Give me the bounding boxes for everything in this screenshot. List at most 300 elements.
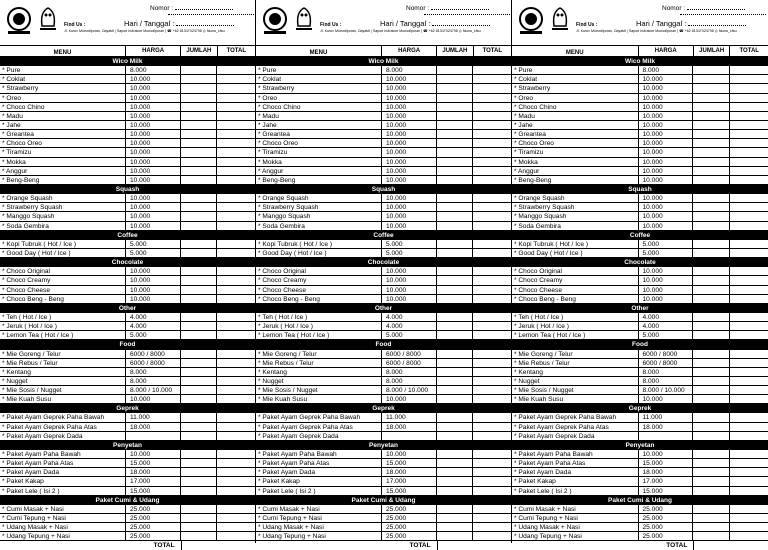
quantity-cell[interactable] (437, 112, 474, 120)
total-cell[interactable] (730, 276, 768, 284)
quantity-cell[interactable] (693, 167, 730, 175)
quantity-cell[interactable] (437, 514, 474, 522)
total-cell[interactable] (730, 468, 768, 476)
total-cell[interactable] (217, 103, 255, 111)
quantity-cell[interactable] (437, 84, 474, 92)
total-cell[interactable] (730, 413, 768, 421)
quantity-cell[interactable] (181, 276, 218, 284)
quantity-cell[interactable] (181, 103, 218, 111)
menu-item-price: 6000 / 8000 (382, 359, 437, 367)
total-cell[interactable] (473, 194, 511, 202)
total-cell[interactable] (730, 148, 768, 156)
total-cell[interactable] (730, 432, 768, 440)
total-cell[interactable] (473, 75, 511, 83)
quantity-cell[interactable] (437, 523, 474, 531)
total-cell[interactable] (473, 487, 511, 495)
quantity-cell[interactable] (181, 523, 218, 531)
quantity-cell[interactable] (693, 94, 730, 102)
total-cell[interactable] (473, 450, 511, 458)
quantity-cell[interactable] (181, 313, 218, 321)
quantity-cell[interactable] (437, 222, 474, 230)
total-cell[interactable] (473, 368, 511, 376)
quantity-cell[interactable] (693, 148, 730, 156)
quantity-cell[interactable] (437, 194, 474, 202)
quantity-cell[interactable] (437, 331, 474, 339)
quantity-cell[interactable] (437, 505, 474, 513)
total-cell[interactable] (730, 240, 768, 248)
menu-item-price: 15.000 (639, 459, 694, 467)
total-cell[interactable] (217, 331, 255, 339)
quantity-cell[interactable] (693, 194, 730, 202)
total-cell[interactable] (217, 368, 255, 376)
total-cell[interactable] (217, 148, 255, 156)
quantity-cell[interactable] (693, 468, 730, 476)
quantity-cell[interactable] (181, 249, 218, 257)
total-cell[interactable] (730, 487, 768, 495)
quantity-cell[interactable] (437, 377, 474, 385)
menu-item-row (512, 477, 768, 486)
total-cell[interactable] (730, 249, 768, 257)
quantity-cell[interactable] (693, 423, 730, 431)
quantity-cell[interactable] (693, 377, 730, 385)
quantity-cell[interactable] (437, 368, 474, 376)
menu-item-name: * Kentang (512, 368, 639, 376)
total-cell[interactable] (473, 432, 511, 440)
quantity-cell[interactable] (693, 203, 730, 211)
quantity-cell[interactable] (693, 395, 730, 403)
total-cell[interactable] (217, 377, 255, 385)
menu-item-price: 4.000 (382, 313, 437, 321)
quantity-cell[interactable] (693, 121, 730, 129)
quantity-cell[interactable] (437, 286, 474, 294)
total-cell[interactable] (473, 377, 511, 385)
quantity-cell[interactable] (693, 176, 730, 184)
quantity-cell[interactable] (181, 487, 218, 495)
quantity-cell[interactable] (437, 267, 474, 275)
total-cell[interactable] (730, 295, 768, 303)
total-cell[interactable] (217, 450, 255, 458)
total-cell[interactable] (730, 331, 768, 339)
total-cell[interactable] (473, 167, 511, 175)
quantity-cell[interactable] (181, 322, 218, 330)
total-cell[interactable] (473, 313, 511, 321)
total-cell[interactable] (730, 313, 768, 321)
quantity-cell[interactable] (181, 66, 218, 74)
total-cell[interactable] (730, 94, 768, 102)
total-cell[interactable] (730, 350, 768, 358)
quantity-cell[interactable] (693, 313, 730, 321)
total-cell[interactable] (730, 532, 768, 540)
total-cell[interactable] (473, 267, 511, 275)
quantity-cell[interactable] (181, 413, 218, 421)
total-cell[interactable] (473, 148, 511, 156)
quantity-cell[interactable] (437, 295, 474, 303)
menu-item-name: * Cumi Masak + Nasi (0, 505, 126, 513)
total-cell[interactable] (217, 194, 255, 202)
quantity-cell[interactable] (693, 249, 730, 257)
total-cell[interactable] (473, 84, 511, 92)
total-cell[interactable] (473, 423, 511, 431)
total-cell[interactable] (730, 514, 768, 522)
total-cell[interactable] (473, 139, 511, 147)
quantity-cell[interactable] (437, 350, 474, 358)
quantity-cell[interactable] (181, 350, 218, 358)
total-cell[interactable] (217, 139, 255, 147)
total-cell[interactable] (217, 222, 255, 230)
menu-item-price: 8.000 (382, 368, 437, 376)
total-cell[interactable] (730, 286, 768, 294)
quantity-cell[interactable] (437, 203, 474, 211)
quantity-cell[interactable] (437, 240, 474, 248)
menu-item-name: * Udang Masak + Nasi (0, 523, 126, 531)
total-cell[interactable] (473, 276, 511, 284)
quantity-cell[interactable] (437, 249, 474, 257)
total-cell[interactable] (730, 377, 768, 385)
total-cell[interactable] (473, 505, 511, 513)
quantity-cell[interactable] (181, 468, 218, 476)
total-cell[interactable] (473, 331, 511, 339)
menu-item-price: 10.000 (126, 276, 181, 284)
total-cell[interactable] (217, 158, 255, 166)
total-cell[interactable] (473, 94, 511, 102)
quantity-cell[interactable] (693, 212, 730, 220)
quantity-cell[interactable] (437, 487, 474, 495)
quantity-cell[interactable] (437, 94, 474, 102)
quantity-cell[interactable] (693, 240, 730, 248)
total-cell[interactable] (217, 322, 255, 330)
nomor-field[interactable] (662, 3, 745, 12)
quantity-cell[interactable] (437, 103, 474, 111)
total-cell[interactable] (730, 176, 768, 184)
quantity-cell[interactable] (693, 139, 730, 147)
total-cell[interactable] (217, 66, 255, 74)
quantity-cell[interactable] (693, 286, 730, 294)
total-cell[interactable] (217, 459, 255, 467)
quantity-cell[interactable] (437, 66, 474, 74)
total-cell[interactable] (473, 386, 511, 394)
date-field[interactable] (380, 19, 490, 28)
total-cell[interactable] (473, 514, 511, 522)
total-cell[interactable] (473, 240, 511, 248)
quantity-cell[interactable] (437, 121, 474, 129)
total-cell[interactable] (730, 222, 768, 230)
quantity-cell[interactable] (693, 432, 730, 440)
total-cell[interactable] (217, 212, 255, 220)
dotted-line (424, 14, 510, 15)
total-cell[interactable] (473, 523, 511, 531)
total-cell[interactable] (473, 532, 511, 540)
total-cell[interactable] (217, 94, 255, 102)
total-cell[interactable] (473, 413, 511, 421)
total-cell[interactable] (217, 240, 255, 248)
total-cell[interactable] (473, 350, 511, 358)
quantity-cell[interactable] (437, 386, 474, 394)
quantity-cell[interactable] (181, 194, 218, 202)
total-cell[interactable] (473, 121, 511, 129)
quantity-cell[interactable] (693, 505, 730, 513)
total-cell[interactable] (473, 130, 511, 138)
quantity-cell[interactable] (181, 331, 218, 339)
quantity-cell[interactable] (437, 148, 474, 156)
quantity-cell[interactable] (437, 532, 474, 540)
quantity-cell[interactable] (693, 487, 730, 495)
total-cell[interactable] (473, 468, 511, 476)
total-cell[interactable] (730, 66, 768, 74)
total-cell[interactable] (473, 395, 511, 403)
total-cell[interactable] (217, 276, 255, 284)
quantity-cell[interactable] (693, 350, 730, 358)
total-cell[interactable] (473, 176, 511, 184)
menu-item-price: 11.000 (639, 413, 694, 421)
total-cell[interactable] (217, 477, 255, 485)
total-cell[interactable] (730, 322, 768, 330)
quantity-cell[interactable] (181, 212, 218, 220)
total-cell[interactable] (473, 203, 511, 211)
total-cell[interactable] (217, 313, 255, 321)
total-cell[interactable] (217, 432, 255, 440)
quantity-cell[interactable] (181, 176, 218, 184)
quantity-cell[interactable] (181, 267, 218, 275)
quantity-cell[interactable] (181, 395, 218, 403)
quantity-cell[interactable] (693, 523, 730, 531)
total-cell[interactable] (217, 350, 255, 358)
total-cell[interactable] (473, 158, 511, 166)
menu-item-name: * Orange Squash (0, 194, 126, 202)
total-cell[interactable] (730, 75, 768, 83)
quantity-cell[interactable] (181, 432, 218, 440)
total-cell[interactable] (217, 413, 255, 421)
quantity-cell[interactable] (437, 313, 474, 321)
total-cell[interactable] (217, 286, 255, 294)
total-cell[interactable] (217, 84, 255, 92)
menu-item-name: * Orange Squash (512, 194, 639, 202)
quantity-cell[interactable] (437, 459, 474, 467)
category-header: Coffee (512, 231, 768, 240)
menu-item-name: * Good Day ( Hot / Ice ) (256, 249, 382, 257)
quantity-cell[interactable] (693, 112, 730, 120)
grand-total-cell[interactable] (437, 541, 511, 550)
total-cell[interactable] (730, 121, 768, 129)
total-cell[interactable] (730, 477, 768, 485)
total-cell[interactable] (217, 514, 255, 522)
total-cell[interactable] (473, 66, 511, 74)
quantity-cell[interactable] (181, 203, 218, 211)
total-cell[interactable] (217, 176, 255, 184)
quantity-cell[interactable] (181, 121, 218, 129)
total-cell[interactable] (473, 459, 511, 467)
menu-item-price: 10.000 (126, 286, 181, 294)
total-cell[interactable] (730, 267, 768, 275)
total-cell[interactable] (217, 532, 255, 540)
quantity-cell[interactable] (693, 359, 730, 367)
total-cell[interactable] (217, 167, 255, 175)
total-cell[interactable] (217, 395, 255, 403)
quantity-cell[interactable] (181, 75, 218, 83)
total-cell[interactable] (217, 121, 255, 129)
quantity-cell[interactable] (693, 450, 730, 458)
grand-total-cell[interactable] (693, 541, 768, 550)
quantity-cell[interactable] (693, 103, 730, 111)
total-cell[interactable] (473, 112, 511, 120)
nomor-field[interactable] (406, 3, 489, 12)
total-cell[interactable] (473, 295, 511, 303)
quantity-cell[interactable] (437, 176, 474, 184)
quantity-cell[interactable] (693, 459, 730, 467)
quantity-cell[interactable] (437, 322, 474, 330)
quantity-cell[interactable] (437, 276, 474, 284)
quantity-cell[interactable] (181, 377, 218, 385)
quantity-cell[interactable] (181, 84, 218, 92)
total-cell[interactable] (217, 423, 255, 431)
total-cell[interactable] (730, 423, 768, 431)
quantity-cell[interactable] (181, 222, 218, 230)
menu-item-row (0, 139, 255, 148)
quantity-cell[interactable] (437, 395, 474, 403)
quantity-cell[interactable] (693, 276, 730, 284)
quantity-cell[interactable] (181, 359, 218, 367)
quantity-cell[interactable] (693, 222, 730, 230)
nomor-field[interactable] (150, 3, 233, 12)
total-cell[interactable] (217, 505, 255, 513)
menu-item-name: * Lemon Tea ( Hot / Ice ) (0, 331, 126, 339)
quantity-cell[interactable] (181, 148, 218, 156)
quantity-cell[interactable] (693, 413, 730, 421)
quantity-cell[interactable] (181, 286, 218, 294)
quantity-cell[interactable] (437, 423, 474, 431)
quantity-cell[interactable] (181, 505, 218, 513)
total-cell[interactable] (730, 450, 768, 458)
quantity-cell[interactable] (437, 167, 474, 175)
date-field[interactable] (636, 19, 746, 28)
total-cell[interactable] (473, 286, 511, 294)
total-cell[interactable] (730, 359, 768, 367)
quantity-cell[interactable] (693, 84, 730, 92)
quantity-cell[interactable] (693, 75, 730, 83)
quantity-cell[interactable] (437, 130, 474, 138)
total-cell[interactable] (217, 112, 255, 120)
total-cell[interactable] (217, 249, 255, 257)
total-cell[interactable] (473, 222, 511, 230)
total-cell[interactable] (730, 505, 768, 513)
quantity-cell[interactable] (181, 386, 218, 394)
total-cell[interactable] (217, 359, 255, 367)
quantity-cell[interactable] (693, 514, 730, 522)
total-cell[interactable] (730, 112, 768, 120)
quantity-cell[interactable] (437, 212, 474, 220)
total-cell[interactable] (217, 487, 255, 495)
quantity-cell[interactable] (181, 477, 218, 485)
quantity-cell[interactable] (693, 322, 730, 330)
quantity-cell[interactable] (437, 139, 474, 147)
quantity-cell[interactable] (181, 112, 218, 120)
total-cell[interactable] (217, 130, 255, 138)
quantity-cell[interactable] (181, 94, 218, 102)
total-cell[interactable] (217, 295, 255, 303)
total-cell[interactable] (217, 523, 255, 531)
quantity-cell[interactable] (181, 158, 218, 166)
quantity-cell[interactable] (181, 532, 218, 540)
menu-item-name: * Jahe (0, 121, 126, 129)
grand-total-cell[interactable] (181, 541, 255, 550)
menu-item-price: 25.000 (382, 523, 437, 531)
quantity-cell[interactable] (181, 240, 218, 248)
quantity-cell[interactable] (693, 386, 730, 394)
menu-item-price: 15.000 (126, 459, 181, 467)
total-cell[interactable] (730, 395, 768, 403)
total-cell[interactable] (217, 75, 255, 83)
quantity-cell[interactable] (181, 368, 218, 376)
total-cell[interactable] (730, 459, 768, 467)
quantity-cell[interactable] (693, 158, 730, 166)
total-cell[interactable] (473, 322, 511, 330)
total-cell[interactable] (730, 167, 768, 175)
total-cell[interactable] (730, 130, 768, 138)
date-field[interactable] (124, 19, 234, 28)
quantity-cell[interactable] (181, 459, 218, 467)
quantity-cell[interactable] (693, 66, 730, 74)
quantity-cell[interactable] (181, 514, 218, 522)
quantity-cell[interactable] (693, 368, 730, 376)
total-cell[interactable] (730, 194, 768, 202)
quantity-cell[interactable] (181, 295, 218, 303)
total-cell[interactable] (730, 386, 768, 394)
quantity-cell[interactable] (437, 413, 474, 421)
quantity-cell[interactable] (181, 139, 218, 147)
quantity-cell[interactable] (693, 295, 730, 303)
menu-item-price: 10.000 (126, 222, 181, 230)
quantity-cell[interactable] (437, 75, 474, 83)
quantity-cell[interactable] (437, 158, 474, 166)
quantity-cell[interactable] (693, 267, 730, 275)
menu-item-price: 10.000 (126, 130, 181, 138)
quantity-cell[interactable] (437, 468, 474, 476)
quantity-cell[interactable] (693, 331, 730, 339)
total-cell[interactable] (217, 468, 255, 476)
menu-item-name: * Pure (512, 66, 639, 74)
total-cell[interactable] (217, 203, 255, 211)
total-cell[interactable] (730, 158, 768, 166)
quantity-cell[interactable] (181, 423, 218, 431)
total-cell[interactable] (730, 203, 768, 211)
quantity-cell[interactable] (693, 130, 730, 138)
quantity-cell[interactable] (181, 167, 218, 175)
total-cell[interactable] (473, 212, 511, 220)
total-cell[interactable] (217, 386, 255, 394)
total-cell[interactable] (730, 103, 768, 111)
quantity-cell[interactable] (181, 450, 218, 458)
total-cell[interactable] (473, 103, 511, 111)
total-cell[interactable] (730, 139, 768, 147)
quantity-cell[interactable] (693, 532, 730, 540)
menu-item-name: * Kopi Tubruk ( Hot / Ice ) (512, 240, 639, 248)
quantity-cell[interactable] (693, 477, 730, 485)
total-cell[interactable] (217, 267, 255, 275)
menu-item-price: 25.000 (126, 505, 181, 513)
total-cell[interactable] (730, 84, 768, 92)
total-cell[interactable] (473, 249, 511, 257)
quantity-cell[interactable] (181, 130, 218, 138)
quantity-cell[interactable] (437, 432, 474, 440)
total-cell[interactable] (730, 368, 768, 376)
total-cell[interactable] (730, 523, 768, 531)
quantity-cell[interactable] (437, 450, 474, 458)
total-cell[interactable] (730, 212, 768, 220)
quantity-cell[interactable] (437, 359, 474, 367)
menu-item-price: 5.000 (382, 249, 437, 257)
total-cell[interactable] (473, 359, 511, 367)
total-cell[interactable] (473, 477, 511, 485)
quantity-cell[interactable] (437, 477, 474, 485)
